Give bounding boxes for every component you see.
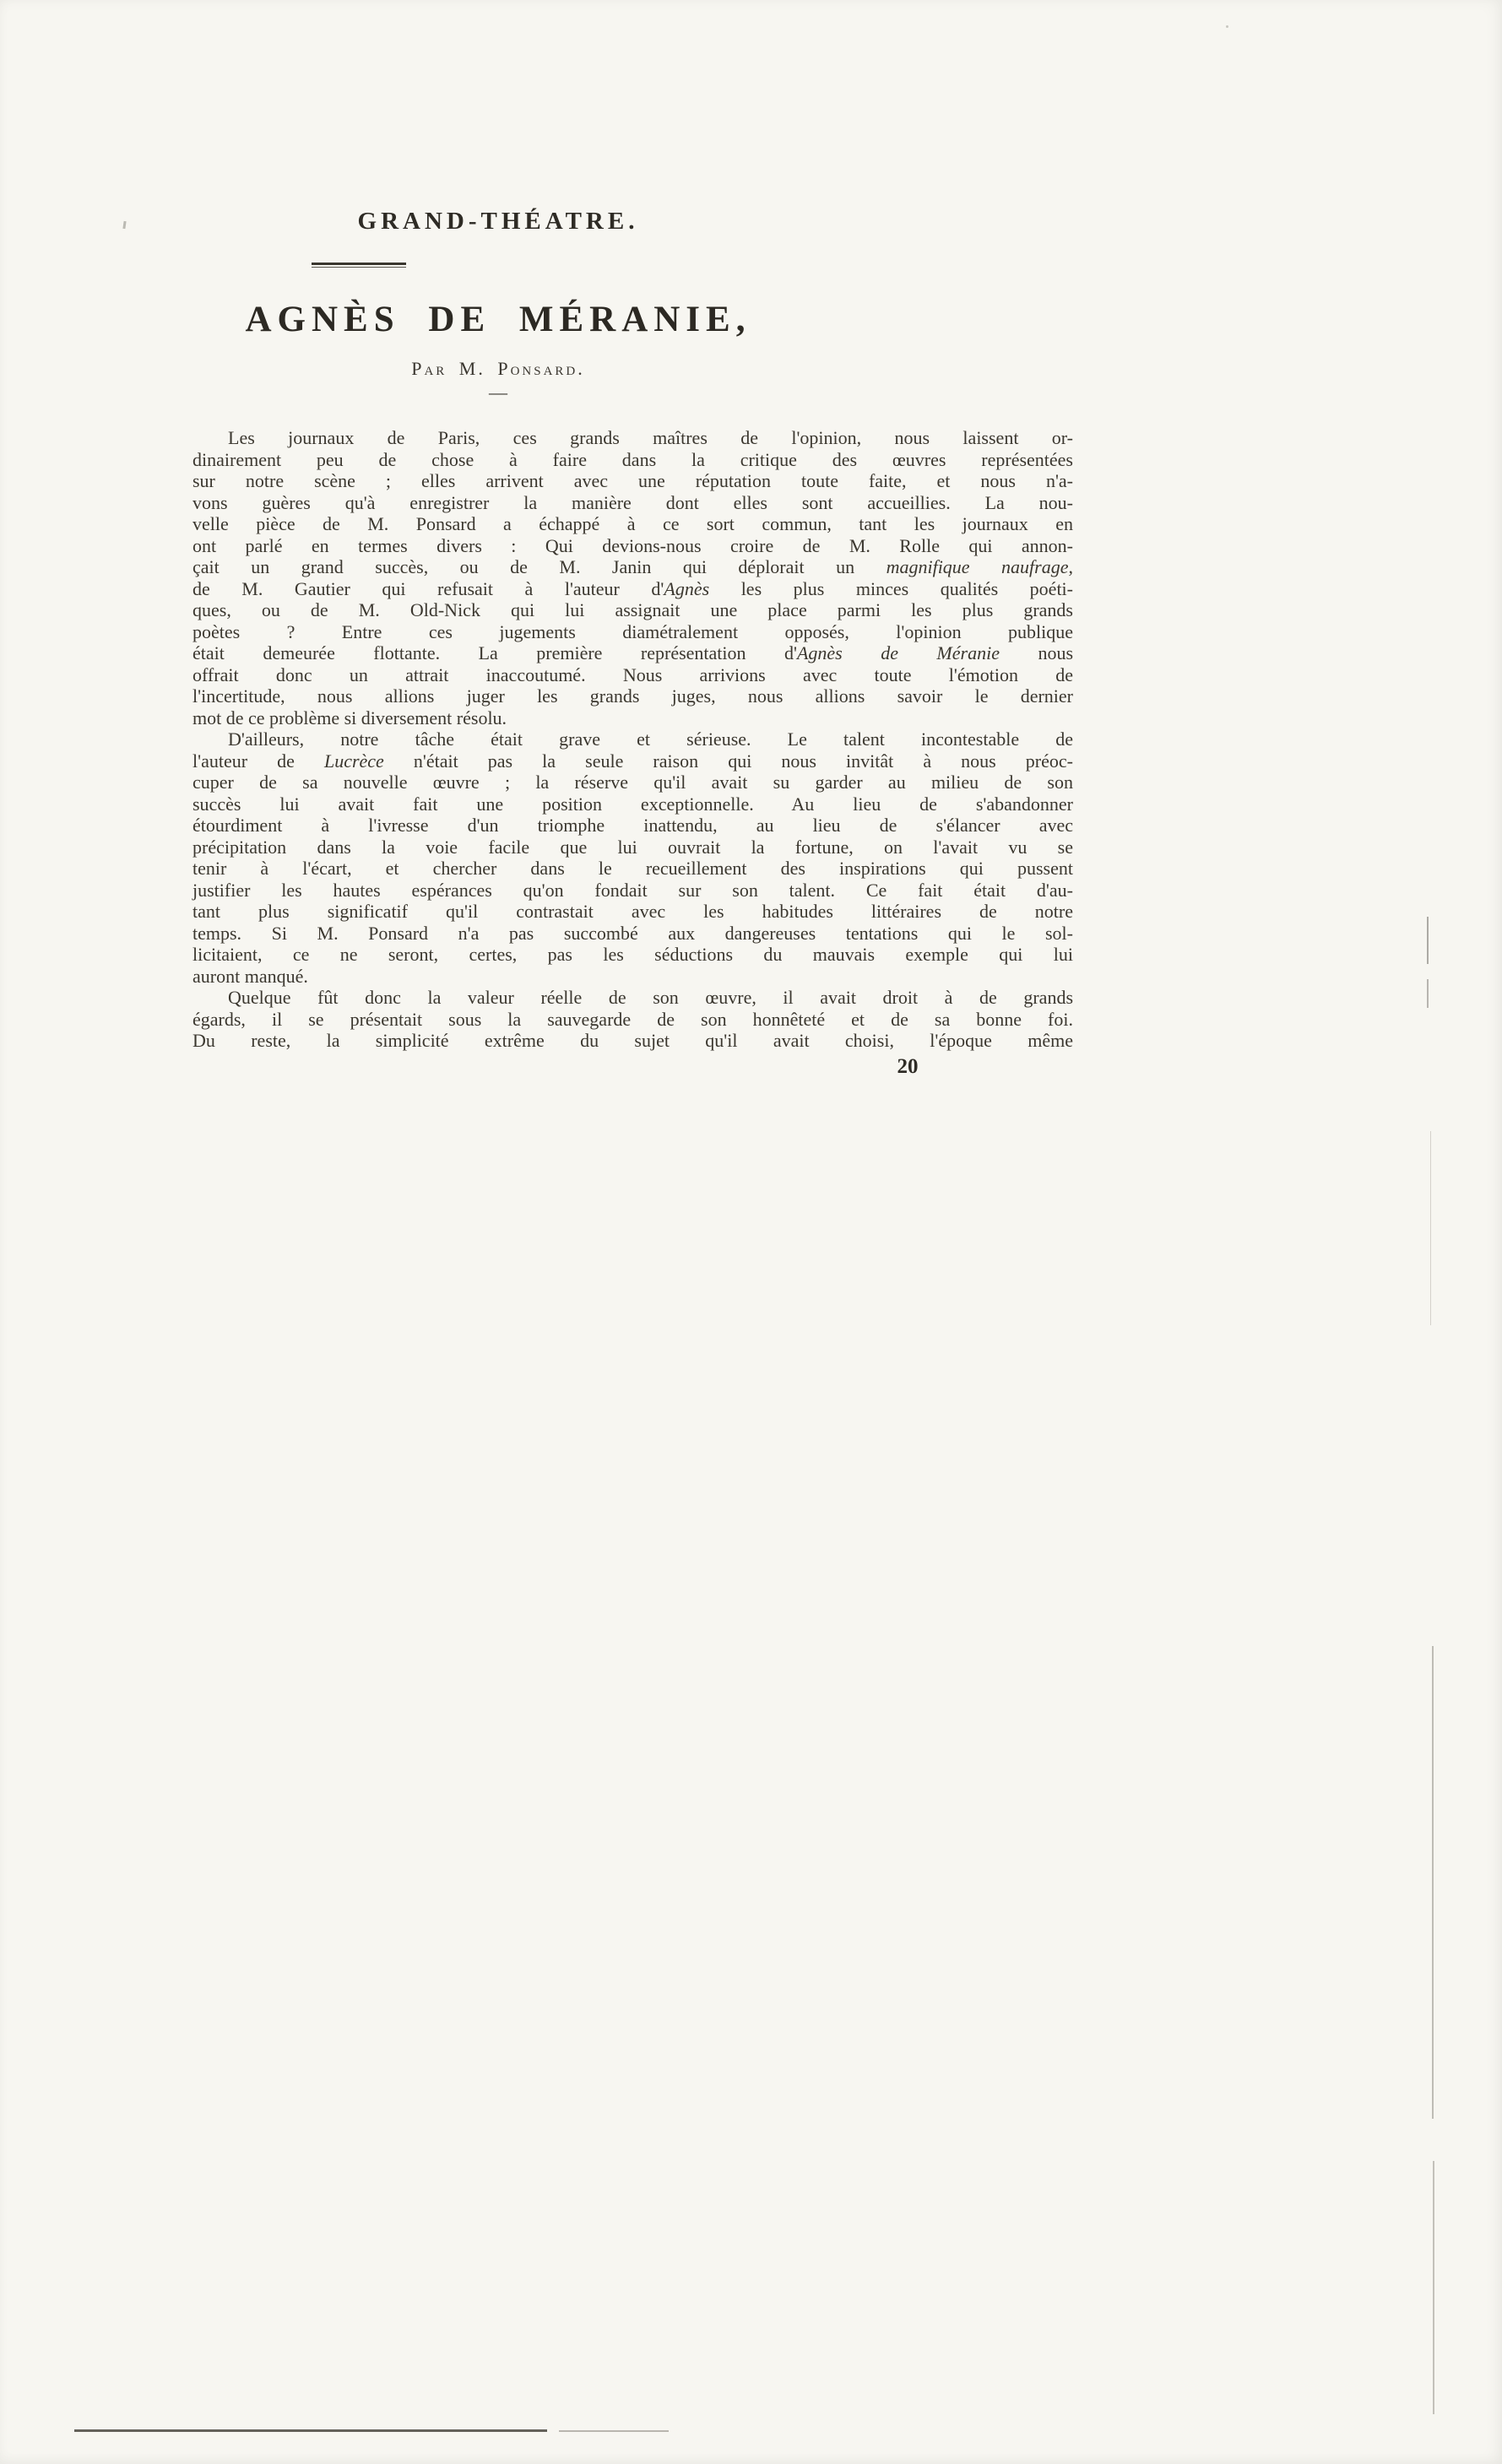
text-line: égards, il se présentait sous la sauvegarde de son honnêteté et de sa bonne foi.	[192, 1008, 1073, 1030]
text-line: mot de ce problème si diversement résolu.	[192, 707, 507, 728]
byline: Par M. Ponsard.	[411, 358, 585, 379]
text-line: offrait donc un attrait inaccoutumé. Nous arrivions avec toute l'émotion de	[192, 663, 1073, 685]
paragraph	[192, 987, 1073, 1052]
text-line: velle pièce de M. Ponsard a échappé à ce sort commun, tant les journaux en	[192, 513, 1073, 534]
scan-bottom-line	[74, 2429, 547, 2432]
text-line: çait un grand succès, ou de M. Janin qui déplorait un magnifique naufrage,	[192, 556, 1073, 577]
text-line: auront manqué.	[192, 965, 308, 987]
text-line: ques, ou de M. Old-Nick qui lui assignait une place parmi les plus grands	[192, 599, 1073, 620]
text-line: était demeurée flottante. La première représentation d'Agnès de Méranie nous	[192, 642, 1074, 663]
page-number: 20	[897, 1055, 919, 1078]
text-line: Du reste, la simplicité extrême du sujet qu'il avait choisi, l'époque même	[192, 1030, 1073, 1051]
paragraph	[192, 427, 1073, 728]
text-line: de M. Gautier qui refusait à l'auteur d'Agnès les plus minces qualités poéti-	[192, 577, 1073, 599]
text-line: D'ailleurs, notre tâche était grave et sérieuse. Le talent incontestable de	[228, 728, 1073, 750]
text-line: succès lui avait fait une position exceptionnelle. Au lieu de s'abandonner	[192, 793, 1073, 815]
text-line: l'auteur de Lucrèce n'était pas la seule raison qui nous invitât à nous préoc-	[192, 750, 1073, 772]
text-line: tenir à l'écart, et chercher dans le recueillement des inspirations qui pussent	[192, 858, 1073, 879]
paragraph	[192, 728, 1073, 987]
text-line: justifier les hautes espérances qu'on fondait sur son talent. Ce fait était d'au-	[192, 879, 1073, 901]
text-line: cuper de sa nouvelle œuvre ; la réserve qu'il avait su garder au milieu de son	[192, 772, 1073, 793]
scan-margin-line	[1432, 1646, 1434, 2119]
page-title: AGNÈS DE MÉRANIE,	[245, 300, 751, 339]
text-line: licitaient, ce ne seront, certes, pas les séductions du mauvais exemple qui lui	[192, 944, 1073, 965]
text-line: Quelque fût donc la valeur réelle de son œuvre, il avait droit à de grands	[228, 987, 1073, 1008]
separator-dash: —	[489, 382, 507, 403]
text-line: tant plus significatif qu'il contrastait avec les habitudes littéraires de notre	[192, 901, 1073, 922]
text-line: poètes ? Entre ces jugements diamétralement opposés, l'opinion publique	[192, 620, 1073, 642]
body-text	[192, 427, 1073, 1052]
scan-margin-line	[1430, 1131, 1431, 1325]
text-line: dinairement peu de chose à faire dans la critique des œuvres représentées	[192, 448, 1073, 470]
text-line: vons guères qu'à enregistrer la manière dont elles sont accueillies. La nou-	[192, 491, 1073, 513]
text-line: ont parlé en termes divers : Qui devions-nous croire de M. Rolle qui annon-	[192, 534, 1073, 556]
scan-margin-line	[1433, 2161, 1434, 2414]
scan-speck	[1226, 25, 1228, 28]
text-line: sur notre scène ; elles arrivent avec une réputation toute faite, et nous n'a-	[192, 470, 1073, 491]
text-line: l'incertitude, nous allions juger les grands juges, nous allions savoir le dernier	[192, 685, 1073, 707]
scan-margin-tick	[1427, 917, 1429, 964]
text-line: précipitation dans la voie facile que lui ouvrait la fortune, on l'avait vu se	[192, 836, 1073, 858]
scan-bottom-line	[559, 2430, 669, 2432]
header-rule-thick-line	[312, 263, 406, 265]
scan-margin-tick	[1427, 979, 1429, 1008]
section-header: GRAND-THÉATRE.	[357, 208, 639, 235]
header-rule	[312, 263, 406, 268]
text-line: Les journaux de Paris, ces grands maîtres de l'opinion, nous laissent or-	[228, 427, 1073, 448]
text-line: étourdiment à l'ivresse d'un triomphe inattendu, au lieu de s'élancer avec	[192, 815, 1073, 836]
header-rule-thin-line	[312, 267, 406, 268]
text-line: temps. Si M. Ponsard n'a pas succombé aux dangereuses tentations qui le sol-	[192, 922, 1073, 944]
